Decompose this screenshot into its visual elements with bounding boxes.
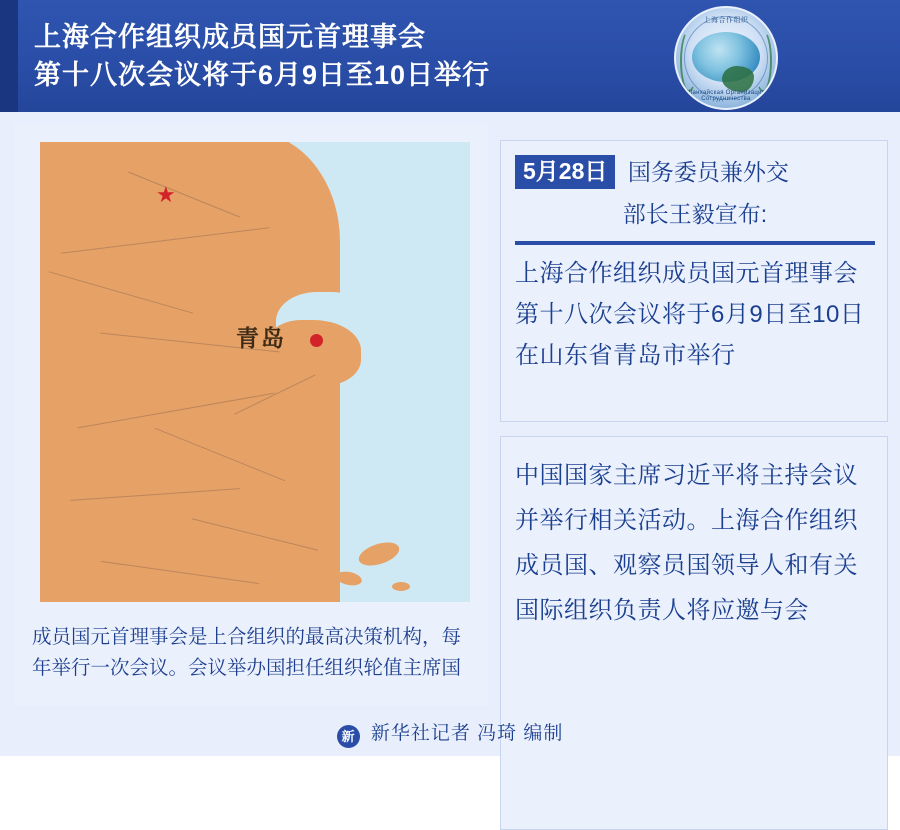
- emblem-landmass: [722, 66, 754, 92]
- china-map: [40, 142, 470, 602]
- details-body: 中国国家主席习近平将主持会议并举行相关活动。上海合作组织成员国、观察员国领导人和有关国际组织负责人将应邀与会: [515, 462, 858, 624]
- page-title-line-1: 上海合作组织成员国元首理事会: [34, 22, 426, 52]
- emblem-wreath-left: [680, 30, 698, 92]
- map-panel: [14, 124, 488, 706]
- emblem-globe: [692, 32, 760, 82]
- emblem-top-text: 上海合作组织: [703, 17, 749, 24]
- emblem-bottom-text: Шанхайская Организация Сотрудничества: [686, 90, 766, 102]
- announcement-date-row: [515, 155, 875, 189]
- header-banner: [0, 0, 900, 112]
- emblem-wreath-right: [754, 30, 772, 92]
- footer-credit: [0, 718, 900, 748]
- map-sea-east: [340, 142, 470, 602]
- sco-emblem-icon: [674, 6, 778, 110]
- map-island-c: [392, 582, 410, 591]
- details-card: [500, 436, 888, 830]
- capital-star-icon: ★: [156, 182, 176, 207]
- footer-credit-text: 新华社记者 冯琦 编制: [370, 723, 564, 745]
- announcement-date-suffix: 国务委员兼外交: [627, 159, 789, 185]
- xinhua-logo-icon: 新: [337, 725, 360, 748]
- header-accent-bar: [0, 0, 18, 112]
- announcement-divider: [515, 241, 875, 245]
- qingdao-city-dot-icon: [310, 334, 323, 347]
- announcement-body: 上海合作组织成员国元首理事会第十八次会议将于6月9日至10日在山东省青岛市举行: [515, 260, 865, 369]
- page-title-line-2: 第十八次会议将于6月9日至10日举行: [34, 60, 491, 90]
- announcement-card: [500, 140, 888, 422]
- qingdao-city-label: 青岛: [236, 325, 286, 351]
- page-title: [34, 18, 674, 94]
- map-landmass-west: [40, 472, 300, 602]
- map-footnote: 成员国元首理事会是上合组织的最高决策机构，每年举行一次会议。会议举办国担任组织轮值主席国: [32, 626, 462, 679]
- announcement-speaker: 部长王毅宣布:: [622, 201, 768, 227]
- announcement-date-badge: 5月28日: [515, 155, 615, 189]
